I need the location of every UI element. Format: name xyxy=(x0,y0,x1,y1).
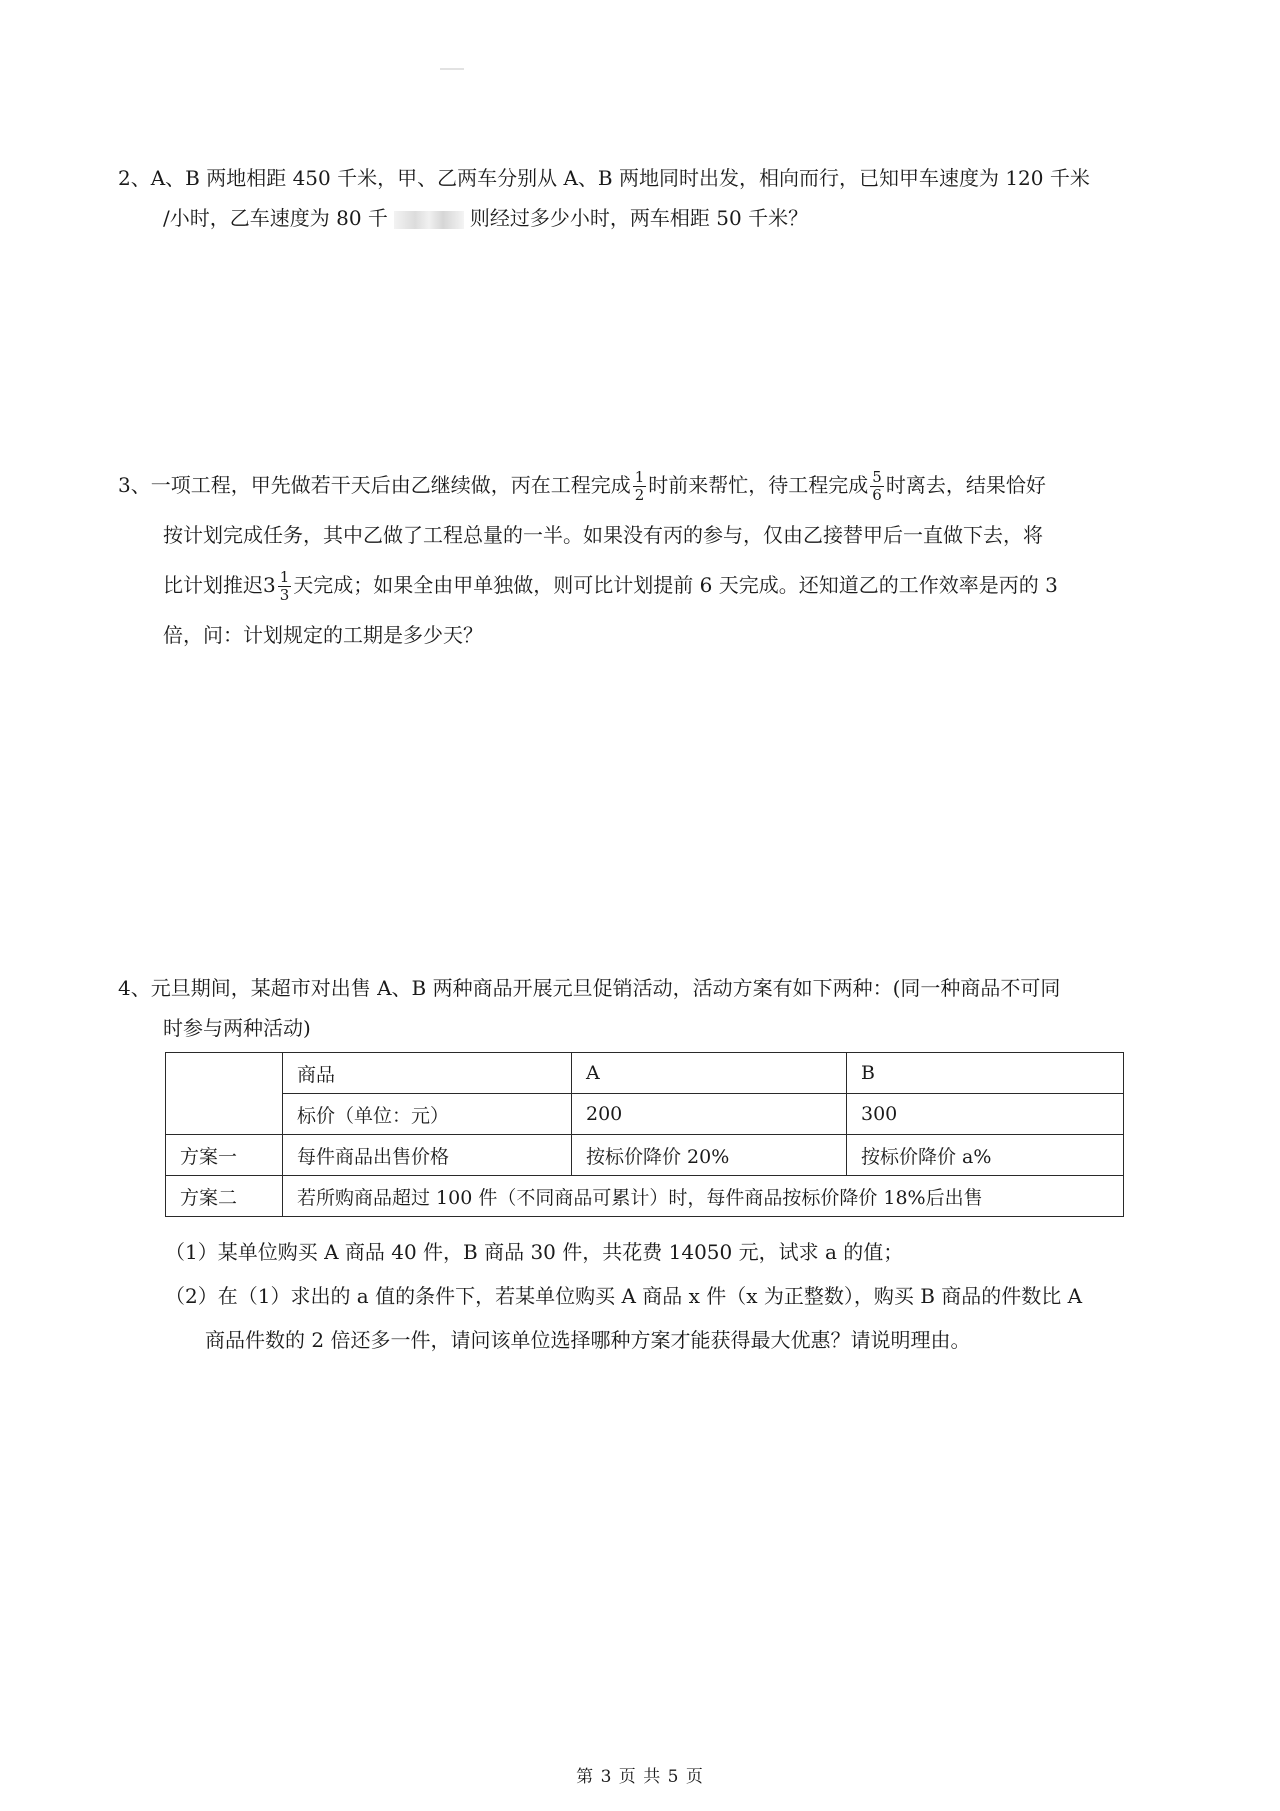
frac-denominator: 2 xyxy=(634,486,645,504)
q3-text-1c: 时离去，结果恰好 xyxy=(885,473,1046,497)
question-4 xyxy=(118,968,1060,1048)
q3-text-1b: 时前来帮忙，待工程完成 xyxy=(648,473,869,497)
table-cell: 标价（单位：元） xyxy=(283,1094,572,1135)
table-row xyxy=(166,1176,1124,1217)
q3-line-1 xyxy=(118,460,1058,510)
table-row xyxy=(166,1094,1124,1135)
frac-numerator: 1 xyxy=(634,468,645,486)
table-cell: 按标价降价 a% xyxy=(847,1135,1124,1176)
q3-text-3b: 天完成；如果全由甲单独做，则可比计划提前 6 天完成。还知道乙的工作效率是丙的 3 xyxy=(293,573,1058,597)
q4-sub-2b: 商品件数的 2 倍还多一件，请问该单位选择哪种方案才能获得最大优惠？请说明理由。 xyxy=(205,1328,971,1352)
promotion-table xyxy=(165,1052,1124,1217)
q4-line-2: 时参与两种活动) xyxy=(163,1016,311,1040)
fraction-five-sixths xyxy=(870,469,884,504)
table-cell: 商品 xyxy=(283,1053,572,1094)
q4-sub-1: （1）某单位购买 A 商品 40 件，B 商品 30 件，共花费 14050 元，试求 a 的值； xyxy=(165,1240,904,1264)
table-cell: 每件商品出售价格 xyxy=(283,1135,572,1176)
mixed-whole: 3 xyxy=(263,573,276,597)
table-row xyxy=(166,1053,1124,1094)
q2-line-2-a: /小时，乙车速度为 80 千 xyxy=(163,206,388,230)
table-cell: 200 xyxy=(572,1094,847,1135)
q3-line-2: 按计划完成任务，其中乙做了工程总量的一半。如果没有丙的参与，仅由乙接替甲后一直做下去，将 xyxy=(163,523,1043,547)
q2-line-2-b: 则经过多少小时，两车相距 50 千米？ xyxy=(469,206,809,230)
table-cell: 若所购商品超过 100 件（不同商品可累计）时，每件商品按标价降价 18%后出售 xyxy=(283,1176,1124,1217)
q4-line-1: 4、元旦期间，某超市对出售 A、B 两种商品开展元旦促销活动，活动方案有如下两种：(同一种商品不可同 xyxy=(118,976,1061,1000)
frac-denominator: 6 xyxy=(872,486,882,504)
table-cell: A xyxy=(572,1053,847,1094)
fraction-one-third xyxy=(278,569,292,604)
q2-line-1: 2、A、B 两地相距 450 千米，甲、乙两车分别从 A、B 两地同时出发，相向而行，已知甲车速度为 120 千米 xyxy=(118,166,1090,190)
frac-numerator: 1 xyxy=(279,568,290,586)
frac-denominator: 3 xyxy=(279,586,290,604)
table-cell: 方案二 xyxy=(166,1176,283,1217)
table-cell-empty xyxy=(166,1053,283,1135)
page-footer: 第 3 页 共 5 页 xyxy=(576,1767,704,1787)
q3-text-1a: 3、一项工程，甲先做若干天后由乙继续做，丙在工程完成 xyxy=(118,473,631,497)
blurred-text xyxy=(394,211,464,229)
q4-sub-2a: （2）在（1）求出的 a 值的条件下，若某单位购买 A 商品 x 件（x 为正整数），购买 B 商品的件数比 A xyxy=(165,1284,1083,1308)
table-cell: 按标价降价 20% xyxy=(572,1135,847,1176)
table-row xyxy=(166,1135,1124,1176)
q3-text-3a: 比计划推迟 xyxy=(163,573,263,597)
q3-line-3 xyxy=(118,560,1058,610)
scan-speck xyxy=(440,68,464,70)
question-3 xyxy=(118,460,1058,660)
question-2 xyxy=(118,158,1090,238)
fraction-one-half xyxy=(633,469,647,504)
frac-numerator: 5 xyxy=(872,468,882,486)
q3-line-4: 倍，问：计划规定的工期是多少天？ xyxy=(163,623,483,647)
table-cell: 方案一 xyxy=(166,1135,283,1176)
table-cell: 300 xyxy=(847,1094,1124,1135)
q2-line-2 xyxy=(118,198,1090,238)
table-cell: B xyxy=(847,1053,1124,1094)
